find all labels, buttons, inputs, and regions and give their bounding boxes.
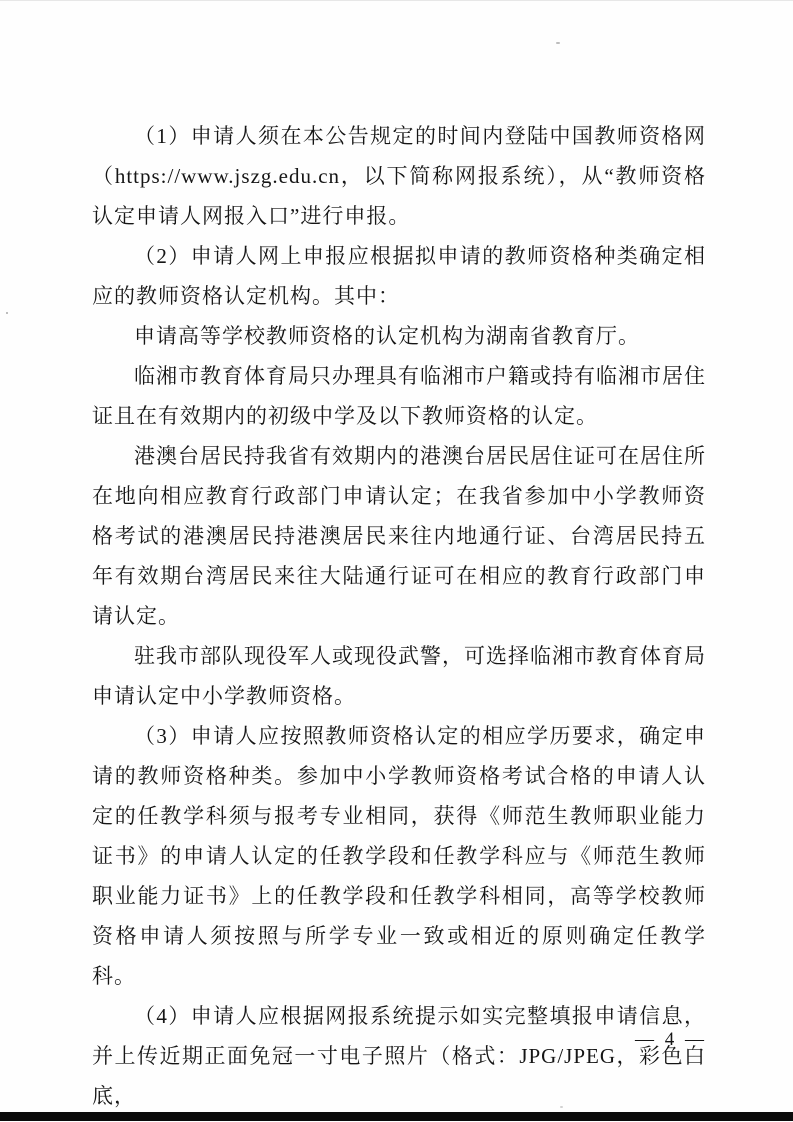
document-body <box>92 116 706 1116</box>
scan-speck <box>560 1106 563 1108</box>
paragraph-4-linxiang-bureau: 临湘市教育体育局只办理具有临湘市户籍或持有临湘市居住证且在有效期内的初级中学及以下教师资格的认定。 <box>92 364 706 428</box>
scan-bottom-bar <box>0 1112 793 1121</box>
scan-speck <box>6 312 8 314</box>
scan-speck <box>556 42 560 44</box>
paragraph-5-hk-macao-taiwan: 港澳台居民持我省有效期内的港澳台居民居住证可在居住所在地向相应教育行政部门申请认定；在我省参加中小学教师资格考试的港澳居民持港澳居民来往内地通行证、台湾居民持五年有效期台湾居民来往大陆通行证可在相应的教育行政部门申请认定。 <box>92 444 706 628</box>
paragraph-7-qualification-type: （3）申请人应按照教师资格认定的相应学历要求，确定申请的教师资格种类。参加中小学教师资格考试合格的申请人认定的任教学科须与报考专业相同，获得《师范生教师职业能力证书》的申请人认定的任教学段和任教学科应与《师范生教师职业能力证书》上的任教学段和任教学科相同，高等学校教师资格申请人须按照与所学专业一致或相近的原则确定任教学科。 <box>92 724 706 988</box>
page-number: — 4 — <box>635 1029 707 1050</box>
paragraph-2-determine-agency: （2）申请人网上申报应根据拟申请的教师资格种类确定相应的教师资格认定机构。其中： <box>92 244 706 308</box>
paragraph-3-higher-education: 申请高等学校教师资格的认定机构为湖南省教育厅。 <box>134 324 640 348</box>
scan-top-edge <box>0 0 793 1</box>
paragraph-6-military-personnel: 驻我市部队现役军人或现役武警，可选择临湘市教育体育局申请认定中小学教师资格。 <box>92 644 706 708</box>
paragraph-8-fill-information: （4）申请人应根据网报系统提示如实完整填报申请信息，并上传近期正面免冠一寸电子照片（格式：JPG/JPEG，彩色白底， <box>92 1004 706 1108</box>
paragraph-1-online-registration: （1）申请人须在本公告规定的时间内登陆中国教师资格网（https://www.jszg.edu.cn，以下简称网报系统），从“教师资格认定申请人网报入口”进行申报。 <box>92 124 706 228</box>
